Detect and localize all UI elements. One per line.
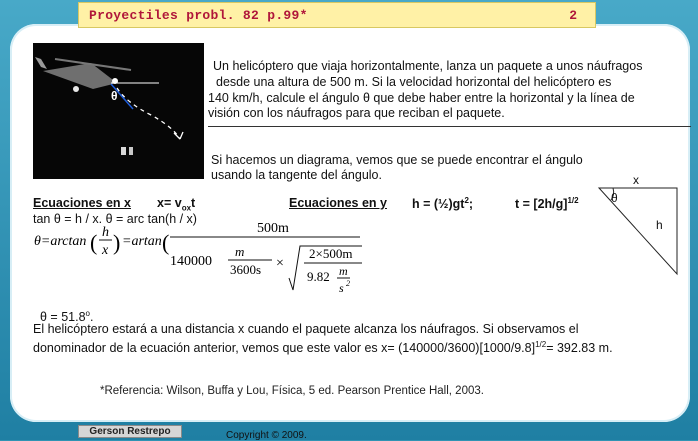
- triangle-diagram: [593, 170, 683, 280]
- formula-v-num: 140000: [170, 254, 212, 269]
- svg-text:): ): [113, 230, 121, 255]
- x-equation: $x= v_{ox}t$: [157, 196, 196, 213]
- theta-result: $\theta = 51.8^o$.: [40, 309, 94, 325]
- problem-line-4: visión con los náufragos para que reciban el paquete.: [208, 106, 505, 120]
- reference-note: *Referencia: Wilson, Buffa y Lou, Física, 5 ed. Pearson Prentice Hall, 2003.: [100, 385, 484, 397]
- copyright-text: Copyright © 2009.: [226, 430, 307, 441]
- formula-r-num: 2×500m: [309, 246, 353, 261]
- tan-line: tan θ = h / x. θ = arc tan(h / x): [33, 212, 197, 226]
- formula-times: ×: [276, 256, 284, 271]
- formula-r-s: s: [339, 281, 344, 295]
- explanation-line-2: usando la tangente del ángulo.: [211, 168, 382, 182]
- slide-title: Proyectiles probl. 82 p.99*: [89, 8, 308, 23]
- formula-r-m: m: [339, 264, 348, 278]
- title-bar: [78, 2, 596, 28]
- formula-v-den: 3600s: [230, 262, 262, 277]
- arctan-formula: [32, 218, 353, 300]
- formula-arctan: =artan: [122, 234, 162, 249]
- triangle-theta-label: θ: [611, 191, 618, 205]
- svg-text:(: (: [162, 230, 170, 255]
- x-equations-heading: Ecuaciones en x: [33, 196, 131, 210]
- t-equation: $t = [2h/g]^{1/2}$: [515, 196, 579, 212]
- formula-r-s-sup: 2: [346, 279, 350, 288]
- formula-h: h: [102, 225, 109, 240]
- svg-text:(: (: [90, 230, 98, 255]
- explanation-line-1: Si hacemos un diagrama, vemos que se puede encontrar el ángulo: [211, 153, 583, 167]
- author-label: Gerson Restrepo: [78, 425, 182, 438]
- helicopter-photo: [33, 43, 204, 179]
- formula-r-g: 9.82: [307, 269, 330, 284]
- formula-v-m: m: [235, 244, 245, 259]
- triangle-h-label: h: [656, 218, 663, 232]
- formula-graphic: [32, 218, 353, 300]
- formula-numerator: 500m: [257, 221, 289, 236]
- paragraph-line-2: donominador de la ecuación anterior, vemos que este valor es $x= (140000/3600)[1000/9.8]^{1/2}= 392.83$ m.: [33, 340, 613, 356]
- helicopter-illustration: [33, 43, 204, 179]
- paragraph-line-1: El helicóptero estará a una distancia x cuando el paquete alcanza los náufragos. Si observamos el: [33, 322, 579, 336]
- photo-theta-label: θ: [111, 89, 118, 103]
- separator-line: [208, 126, 691, 127]
- problem-line-3: 140 km/h, calcule el ángulo θ que debe haber entre la horizontal y la línea de: [208, 91, 635, 105]
- formula-x: x: [102, 243, 109, 258]
- problem-line-2: desde una altura de 500 m. Si la velocidad horizontal del helicóptero es: [216, 75, 612, 89]
- y-equations-heading: Ecuaciones en y: [289, 196, 387, 210]
- y-equation: $h = (\frac{1}{2})gt^2$;: [412, 196, 474, 212]
- problem-line-1: Un helicóptero que viaja horizontalmente, lanza un paquete a unos náufragos: [213, 59, 643, 73]
- triangle-x-label: x: [633, 173, 639, 187]
- page-number: 2: [569, 8, 577, 23]
- formula-lhs: θ=arctan: [34, 234, 87, 249]
